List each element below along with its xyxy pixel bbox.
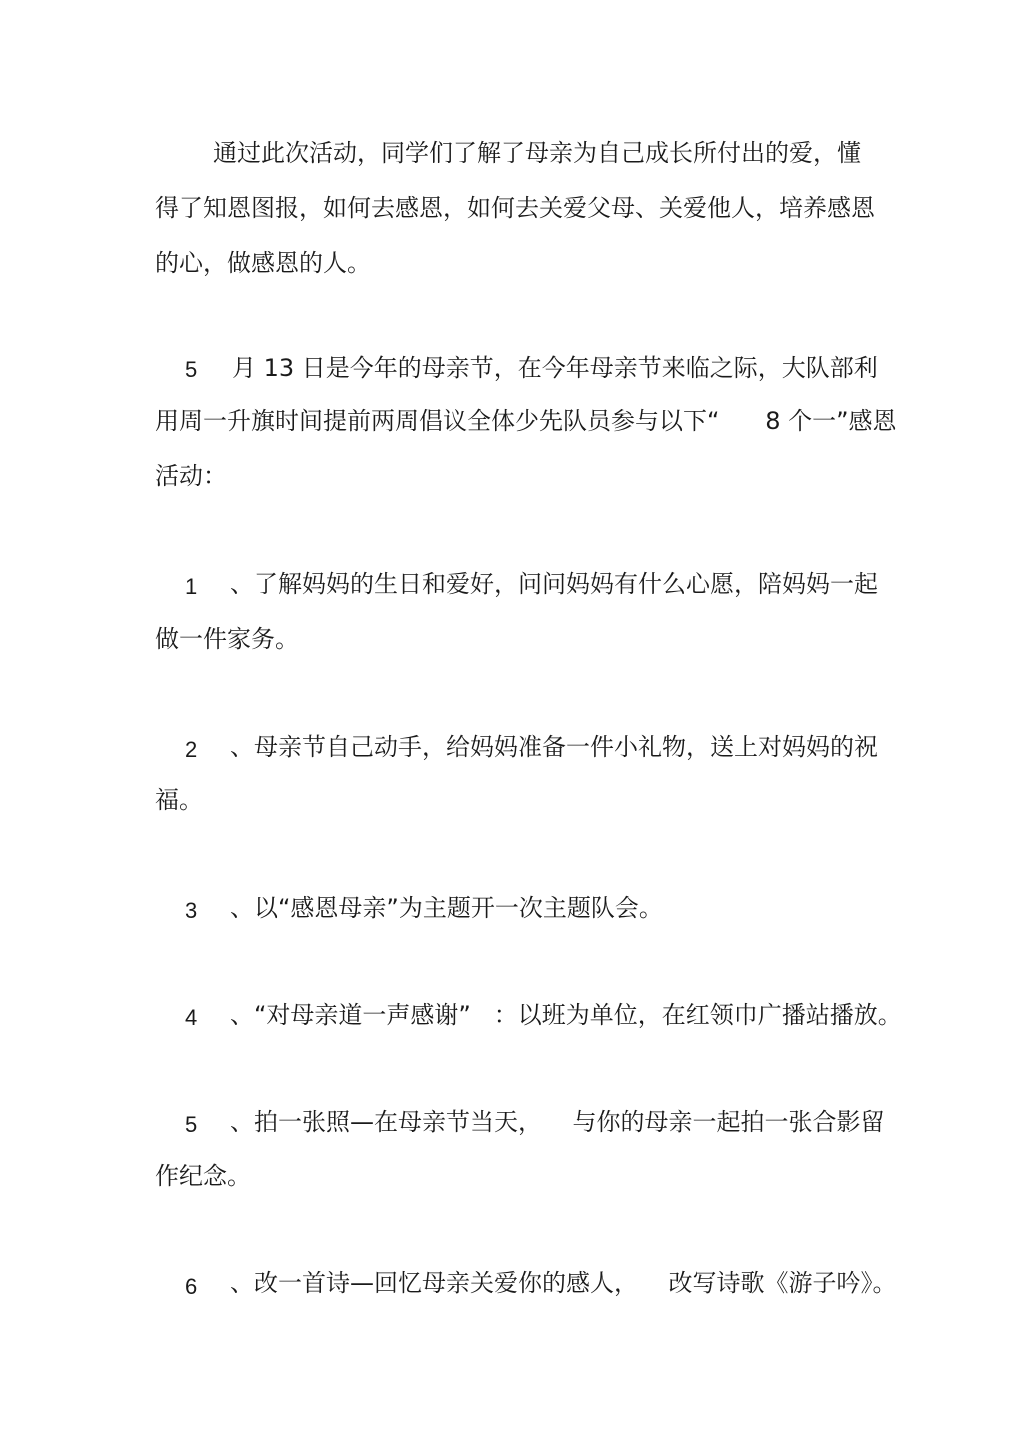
list-item-3-line-1: 、以“感恩母亲”为主题开一次主题队会。 [230, 894, 663, 922]
list-item-4-line-1: 、“对母亲道一声感谢” ：以班为单位，在红领巾广播站播放。 [230, 1001, 902, 1029]
list-item-6-line-1: 、改一首诗—回忆母亲关爱你的感人， 改写诗歌《游子吟》。 [230, 1269, 897, 1297]
paragraph-date-line-2: 用周一升旗时间提前两周倡议全体少先队员参与以下“ 8 个一”感恩 [155, 407, 897, 435]
list-item-3-number: 3 [185, 898, 198, 923]
list-item-5-number: 5 [185, 1112, 198, 1137]
list-item-4-number: 4 [185, 1005, 198, 1030]
paragraph-date-number: 5 [185, 357, 198, 382]
list-item-1-line-2: 做一件家务。 [155, 625, 299, 653]
list-item-1-number: 1 [185, 574, 198, 599]
paragraph-intro-line-1: 通过此次活动，同学们了解了母亲为自己成长所付出的爱，懂 [213, 139, 861, 167]
list-item-6-number: 6 [185, 1274, 198, 1299]
paragraph-intro-line-3: 的心，做感恩的人。 [155, 249, 371, 277]
paragraph-date-line-3: 活动： [155, 462, 227, 490]
list-item-2-number: 2 [185, 737, 198, 762]
list-item-1-line-1: 、了解妈妈的生日和爱好，问问妈妈有什么心愿，陪妈妈一起 [230, 570, 878, 598]
paragraph-date-line-1: 月 13 日是今年的母亲节，在今年母亲节来临之际，大队部利 [232, 354, 878, 382]
list-item-5-line-1: 、拍一张照—在母亲节当天， 与你的母亲一起拍一张合影留 [230, 1108, 885, 1136]
list-item-2-line-1: 、母亲节自己动手，给妈妈准备一件小礼物，送上对妈妈的祝 [230, 733, 878, 761]
list-item-5-line-2: 作纪念。 [155, 1162, 251, 1190]
paragraph-intro-line-2: 得了知恩图报，如何去感恩，如何去关爱父母、关爱他人，培养感恩 [155, 194, 875, 222]
list-item-2-line-2: 福。 [155, 786, 203, 814]
